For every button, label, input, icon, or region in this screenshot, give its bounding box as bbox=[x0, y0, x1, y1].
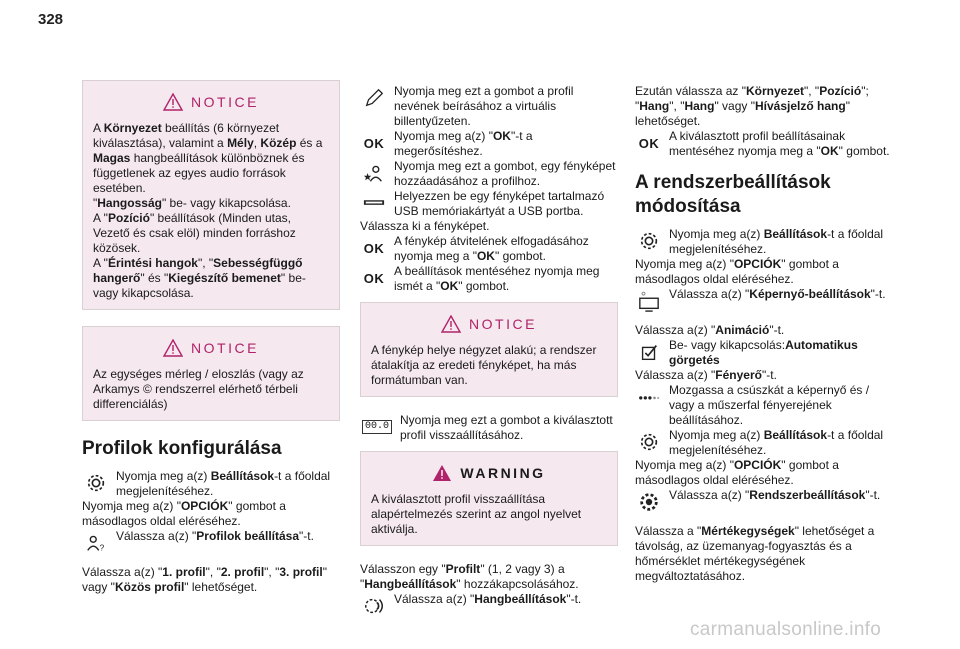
reset-icon: 00.0 bbox=[362, 420, 392, 434]
slider-dots-icon bbox=[638, 386, 660, 408]
step-system-settings: Válassza a(z) "Rendszerbeállítások"-t. bbox=[635, 488, 893, 516]
notice-paragraph: Az egységes mérleg / eloszlás (vagy az Arkamys © rendszerrel elérhető térbeli differenciálás) bbox=[93, 367, 304, 411]
audio-settings-icon bbox=[363, 595, 385, 617]
step-options-2: Nyomja meg a(z) "OPCIÓK" gombot a másodlagos oldal eléréséhez. bbox=[635, 458, 839, 487]
step-units: Válassza a "Mértékegységek" lehetőséget a távolság, az üzemanyag-fogyasztás és a hőmérséklet mértékegységének megváltoztatásához. bbox=[635, 524, 875, 583]
checkbox-icon bbox=[638, 341, 660, 363]
notice-box-2 bbox=[82, 326, 340, 421]
section-heading-profiles: Profilok konfigurálása bbox=[82, 438, 282, 459]
gear-icon bbox=[638, 431, 660, 453]
column-1 bbox=[82, 80, 340, 595]
step-screen-settings: Válassza a(z) "Képernyő-beállítások"-t. bbox=[635, 287, 893, 315]
ok-icon: OK bbox=[363, 135, 385, 151]
warning-paragraph: A kiválasztott profil visszaállítása alapértelmezés szerint az angol nyelvet aktiválja. bbox=[371, 492, 582, 536]
notice-paragraph: "Hangosság" be- vagy kikapcsolása. bbox=[93, 196, 291, 210]
step-choose-profile-audio: Válasszon egy "Profilt" (1, 2 vagy 3) a "Hangbeállítások" hozzákapcsolásához. bbox=[360, 562, 579, 591]
step-ambience: Ezután válassza az "Környezet", "Pozíció"; "Hang", "Hang" vagy "Hívásjelző hang" lehetőséget. bbox=[635, 84, 869, 128]
step-accept-photo: OK A fénykép átvitelének elfogadásához nyomja meg a "OK" gombot. bbox=[363, 234, 589, 263]
ok-icon: OK bbox=[638, 135, 660, 151]
column-2 bbox=[360, 84, 618, 620]
notice-paragraph: A fénykép helye négyzet alakú; a rendszer átalakítja az eredeti fényképet, ha más formátumban van. bbox=[371, 343, 597, 387]
gear-icon bbox=[638, 230, 660, 252]
warning-triangle-icon bbox=[441, 315, 461, 333]
profiles-icon bbox=[85, 532, 107, 554]
ok-icon: OK bbox=[363, 240, 385, 256]
step-select-photo: Válassza ki a fényképet. bbox=[360, 219, 490, 233]
page-number: 328 bbox=[38, 11, 64, 28]
step-profile-settings: ? Válassza a(z) "Profilok beállítása"-t. bbox=[82, 529, 340, 557]
step-usb: Helyezzen be egy fényképet tartalmazó USB memóriakártyát a USB portba. bbox=[360, 189, 618, 219]
warning-filled-icon bbox=[432, 464, 452, 482]
step-save-profile: OK A kiválasztott profil beállításainak mentéséhez nyomja meg a "OK" gombot. bbox=[638, 129, 890, 158]
gear-icon bbox=[85, 472, 107, 494]
section-heading-system: A rendszerbeállítások módosítása bbox=[635, 172, 831, 217]
notice-title: NOTICE bbox=[93, 93, 329, 111]
svg-text:?: ? bbox=[99, 543, 105, 553]
warning-triangle-icon bbox=[163, 339, 183, 357]
add-photo-profile-icon bbox=[363, 162, 385, 184]
step-options: Nyomja meg a(z) "OPCIÓK" gombot a másodlagos oldal eléréséhez. bbox=[635, 257, 839, 286]
notice-box-3 bbox=[360, 302, 618, 397]
step-settings-2: Nyomja meg a(z) Beállítások-t a főoldal megjelenítéséhez. bbox=[635, 428, 893, 458]
step-audio-settings: Válassza a(z) "Hangbeállítások"-t. bbox=[360, 592, 618, 620]
column-3 bbox=[635, 84, 893, 584]
notice-paragraph: A "Érintési hangok", "Sebességfüggő hangerő" és "Kiegészítő bemenet" be- vagy kikapcsolása. bbox=[93, 256, 306, 300]
step-animation: Válassza a(z) "Animáció"-t. bbox=[635, 323, 785, 337]
step-brightness: Válassza a(z) "Fényerő"-t. bbox=[635, 368, 777, 382]
ok-icon: OK bbox=[363, 270, 385, 286]
usb-icon bbox=[363, 192, 385, 214]
step-settings: Nyomja meg a(z) Beállítások-t a főoldal megjelenítéséhez. bbox=[635, 227, 893, 257]
notice-title: NOTICE bbox=[93, 339, 329, 357]
step-save-settings: OK A beállítások mentéséhez nyomja meg ismét a "OK" gombot. bbox=[363, 264, 600, 293]
step-add-photo: Nyomja meg ezt a gombot, egy fényképet hozzáadásához a profilhoz. bbox=[360, 159, 618, 189]
notice-paragraph: A Környezet beállítás (6 környezet kiválasztása), valamint a Mély, Közép és a Magas hangbeállítások különböznek és függetlenek az egyes audio források esetében. bbox=[93, 121, 323, 195]
watermark: carmanualsonline.info bbox=[690, 619, 882, 640]
step-edit-name: Nyomja meg ezt a gombot a profil nevének beírásához a virtuális billentyűzeten. bbox=[360, 84, 618, 129]
notice-title: NOTICE bbox=[371, 315, 607, 333]
pencil-icon bbox=[363, 87, 385, 109]
step-choose-profile: Válassza a(z) "1. profil", "2. profil", "3. profil" vagy "Közös profil" lehetőséget. bbox=[82, 565, 327, 594]
warning-triangle-icon bbox=[163, 93, 183, 111]
step-auto-scroll: Be- vagy kikapcsolás:Automatikus görgetés bbox=[635, 338, 893, 368]
screen-brightness-icon bbox=[638, 290, 660, 312]
warning-title: WARNING bbox=[371, 464, 607, 482]
notice-box-1 bbox=[82, 80, 340, 310]
system-gear-icon bbox=[638, 491, 660, 513]
step-settings: Nyomja meg a(z) Beállítások-t a főoldal megjelenítéséhez. bbox=[82, 469, 340, 499]
step-confirm-ok: OK Nyomja meg a(z) "OK"-t a megerősítéshez. bbox=[363, 129, 533, 158]
step-reset-profile: 00.0 Nyomja meg ezt a gombot a kiválasztott profil visszaállításához. bbox=[360, 413, 618, 443]
step-slider: Mozgassa a csúszkát a képernyő és / vagy a műszerfal fényerejének beállításához. bbox=[635, 383, 893, 428]
notice-paragraph: A "Pozíció" beállítások (Minden utas, Vezető és csak elöl) minden forráshoz közösek. bbox=[93, 211, 296, 255]
warning-box bbox=[360, 451, 618, 546]
step-options: Nyomja meg a(z) "OPCIÓK" gombot a másodlagos oldal eléréséhez. bbox=[82, 499, 286, 528]
